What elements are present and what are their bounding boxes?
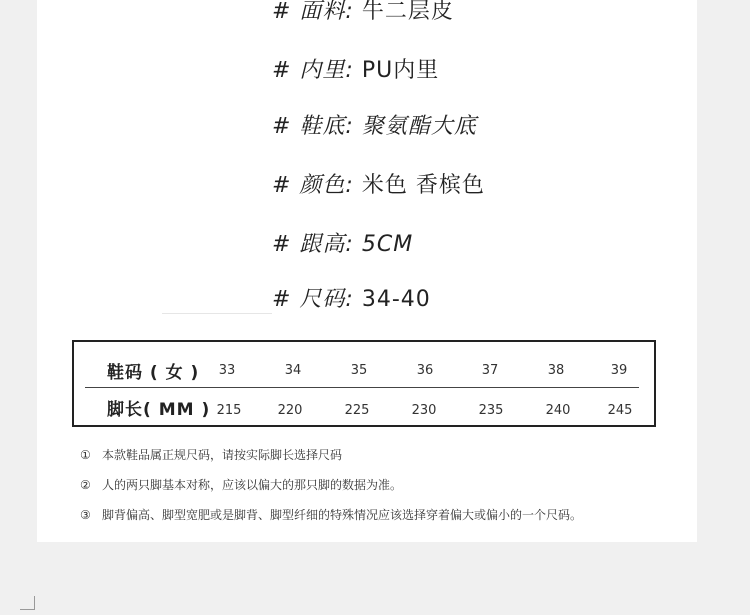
length-cell: 245 <box>607 403 633 418</box>
spec-sole <box>272 109 477 140</box>
note-number: ③ <box>80 508 91 522</box>
spec-lining <box>272 53 439 84</box>
size-cell: 33 <box>218 363 236 378</box>
size-cell: 38 <box>547 363 565 378</box>
spec-material <box>272 0 454 25</box>
spec-size-range-value: 34-40 <box>361 287 431 312</box>
note-text: 人的两只脚基本对称，应该以偏大的那只脚的数据为准。 <box>102 478 403 492</box>
corner-mark <box>20 596 35 610</box>
length-cell: 235 <box>478 403 504 418</box>
spec-sole-value: 聚氨酯大底 <box>361 114 477 139</box>
note-number: ② <box>80 478 91 492</box>
note-text: 脚背偏高、脚型宽肥或是脚背、脚型纤细的特殊情况应该选择穿着偏大或偏小的一个尺码。 <box>102 508 583 522</box>
note-item <box>80 446 342 463</box>
table-divider <box>85 387 639 388</box>
size-row-label: 鞋码 ( 女 ) <box>107 363 200 383</box>
note-item <box>80 476 402 493</box>
size-cell: 35 <box>350 363 368 378</box>
note-number: ① <box>80 448 91 462</box>
size-cell: 36 <box>416 363 434 378</box>
spec-size-range-key: # 尺码: <box>272 287 354 312</box>
length-cell: 225 <box>344 403 370 418</box>
spec-heel-height-key: # 跟高: <box>272 232 354 257</box>
spec-size-range <box>272 282 431 313</box>
spec-color <box>272 168 485 199</box>
length-cell: 215 <box>216 403 242 418</box>
spec-material-key: # 面料: <box>272 0 354 24</box>
spec-lining-value: PU内里 <box>361 58 440 83</box>
size-cell: 37 <box>481 363 499 378</box>
length-cell: 230 <box>411 403 437 418</box>
size-cell: 39 <box>610 363 628 378</box>
divider <box>162 313 272 314</box>
length-cell: 240 <box>545 403 571 418</box>
note-text: 本款鞋品属正规尺码，请按实际脚长选择尺码 <box>102 448 343 462</box>
length-row-label: 脚长( MM ) <box>107 400 211 420</box>
spec-heel-height-value: 5CM <box>361 232 414 257</box>
product-info-card <box>37 0 697 542</box>
spec-lining-key: # 内里: <box>272 58 354 83</box>
spec-color-key: # 颜色: <box>272 173 354 198</box>
spec-color-value: 米色 香槟色 <box>361 173 485 198</box>
note-item <box>80 506 582 523</box>
spec-heel-height <box>272 227 413 258</box>
size-chart-table <box>72 340 656 427</box>
length-cell: 220 <box>277 403 303 418</box>
spec-sole-key: # 鞋底: <box>272 114 354 139</box>
spec-material-value: 牛二层皮 <box>361 0 454 24</box>
size-cell: 34 <box>284 363 302 378</box>
